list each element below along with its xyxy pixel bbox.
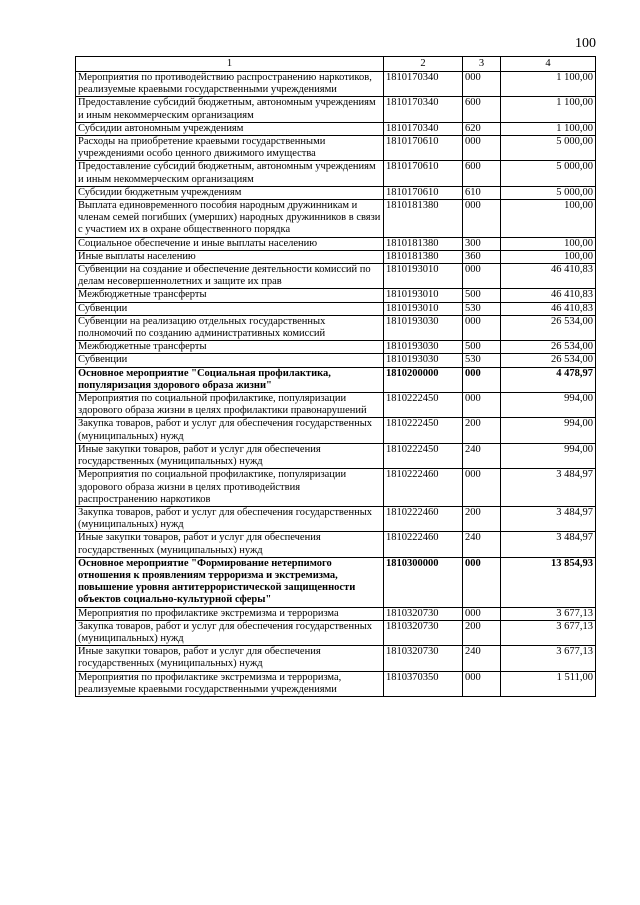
row-code-cell: 1810222460	[384, 506, 463, 531]
row-name-cell: Выплата единовременного пособия народным дружинникам и членам семей погибших (умерших) народных дружинников в связи с участием их в охране общественного порядка	[76, 200, 384, 238]
table-row	[76, 122, 596, 135]
table-row	[76, 315, 596, 340]
row-name-cell: Предоставление субсидий бюджетным, автономным учреждениям и иным некоммерческим организациям	[76, 161, 384, 186]
row-name-cell: Мероприятия по профилактике экстремизма и терроризма	[76, 607, 384, 620]
row-code-cell: 1810370350	[384, 671, 463, 696]
row-amount-cell: 26 534,00	[501, 341, 596, 354]
row-amount-cell: 1 100,00	[501, 72, 596, 97]
row-code-cell: 1810170610	[384, 161, 463, 186]
table-row	[76, 646, 596, 671]
row-amount-cell: 1 511,00	[501, 671, 596, 696]
row-code-cell: 1810300000	[384, 557, 463, 607]
row-amount-cell: 13 854,93	[501, 557, 596, 607]
row-amount-cell: 994,00	[501, 443, 596, 468]
row-amount-cell: 4 478,97	[501, 367, 596, 392]
row-type-cell: 000	[463, 315, 501, 340]
row-code-cell: 1810320730	[384, 607, 463, 620]
row-type-cell: 240	[463, 646, 501, 671]
row-amount-cell: 5 000,00	[501, 161, 596, 186]
column-header-amount: 4	[501, 57, 596, 72]
row-code-cell: 1810193010	[384, 302, 463, 315]
header-row	[76, 57, 596, 72]
row-amount-cell: 3 484,97	[501, 532, 596, 557]
row-type-cell: 600	[463, 161, 501, 186]
row-name-cell: Иные выплаты населению	[76, 250, 384, 263]
row-name-cell: Основное мероприятие "Формирование нетерпимого отношения к проявлениям терроризма и экстремизма, повышение уровня антитеррористической защищенности объектов социально-культурной сферы"	[76, 557, 384, 607]
table-row	[76, 506, 596, 531]
row-amount-cell: 26 534,00	[501, 315, 596, 340]
row-amount-cell: 3 484,97	[501, 506, 596, 531]
row-code-cell: 1810170340	[384, 122, 463, 135]
row-name-cell: Субвенции	[76, 302, 384, 315]
table-row	[76, 607, 596, 620]
row-name-cell: Мероприятия по профилактике экстремизма и терроризма, реализуемые краевыми государственными учреждениями	[76, 671, 384, 696]
row-name-cell: Субсидии бюджетным учреждениям	[76, 186, 384, 199]
row-type-cell: 610	[463, 186, 501, 199]
row-code-cell: 1810222460	[384, 469, 463, 507]
row-amount-cell: 46 410,83	[501, 289, 596, 302]
row-type-cell: 620	[463, 122, 501, 135]
row-code-cell: 1810320730	[384, 620, 463, 645]
row-code-cell: 1810200000	[384, 367, 463, 392]
row-type-cell: 500	[463, 289, 501, 302]
row-type-cell: 300	[463, 237, 501, 250]
row-code-cell: 1810170610	[384, 186, 463, 199]
table-row	[76, 341, 596, 354]
row-code-cell: 1810181380	[384, 237, 463, 250]
row-name-cell: Субсидии автономным учреждениям	[76, 122, 384, 135]
table-row	[76, 200, 596, 238]
row-amount-cell: 1 100,00	[501, 122, 596, 135]
row-name-cell: Мероприятия по социальной профилактике, популяризации здорового образа жизни в целях профилактики правонарушений	[76, 393, 384, 418]
row-name-cell: Иные закупки товаров, работ и услуг для обеспечения государственных (муниципальных) нужд	[76, 532, 384, 557]
table-row	[76, 72, 596, 97]
row-amount-cell: 3 677,13	[501, 646, 596, 671]
table-row	[76, 354, 596, 367]
row-type-cell: 200	[463, 506, 501, 531]
column-header-code: 2	[384, 57, 463, 72]
table-row	[76, 264, 596, 289]
row-name-cell: Основное мероприятие "Социальная профилактика, популяризация здорового образа жизни"	[76, 367, 384, 392]
column-header-type: 3	[463, 57, 501, 72]
row-type-cell: 240	[463, 443, 501, 468]
row-type-cell: 200	[463, 418, 501, 443]
row-amount-cell: 46 410,83	[501, 302, 596, 315]
row-type-cell: 000	[463, 469, 501, 507]
row-code-cell: 1810193010	[384, 289, 463, 302]
row-amount-cell: 5 000,00	[501, 136, 596, 161]
row-code-cell: 1810170340	[384, 72, 463, 97]
table-row	[76, 443, 596, 468]
table-row	[76, 302, 596, 315]
row-code-cell: 1810170610	[384, 136, 463, 161]
table-row	[76, 250, 596, 263]
table-row	[76, 557, 596, 607]
row-type-cell: 000	[463, 393, 501, 418]
row-amount-cell: 5 000,00	[501, 186, 596, 199]
row-name-cell: Иные закупки товаров, работ и услуг для обеспечения государственных (муниципальных) нужд	[76, 646, 384, 671]
row-name-cell: Мероприятия по социальной профилактике, популяризации здорового образа жизни в целях противодействия распространению наркотиков	[76, 469, 384, 507]
row-type-cell: 000	[463, 72, 501, 97]
row-type-cell: 000	[463, 607, 501, 620]
row-name-cell: Расходы на приобретение краевыми государственными учреждениями особо ценного движимого имущества	[76, 136, 384, 161]
row-name-cell: Мероприятия по противодействию распространению наркотиков, реализуемые краевыми государственными учреждениями	[76, 72, 384, 97]
row-name-cell: Предоставление субсидий бюджетным, автономным учреждениям и иным некоммерческим организациям	[76, 97, 384, 122]
row-code-cell: 1810193010	[384, 264, 463, 289]
budget-table	[75, 56, 596, 697]
table-row	[76, 289, 596, 302]
row-code-cell: 1810181380	[384, 250, 463, 263]
row-amount-cell: 1 100,00	[501, 97, 596, 122]
table-row	[76, 469, 596, 507]
row-name-cell: Субвенции	[76, 354, 384, 367]
row-amount-cell: 46 410,83	[501, 264, 596, 289]
row-type-cell: 240	[463, 532, 501, 557]
row-amount-cell: 994,00	[501, 393, 596, 418]
row-type-cell: 000	[463, 136, 501, 161]
row-amount-cell: 100,00	[501, 250, 596, 263]
row-type-cell: 360	[463, 250, 501, 263]
row-type-cell: 600	[463, 97, 501, 122]
row-amount-cell: 100,00	[501, 237, 596, 250]
row-code-cell: 1810193030	[384, 354, 463, 367]
row-type-cell: 500	[463, 341, 501, 354]
table-row	[76, 393, 596, 418]
table-row	[76, 186, 596, 199]
row-code-cell: 1810222450	[384, 443, 463, 468]
table-row	[76, 671, 596, 696]
row-name-cell: Субвенции на реализацию отдельных государственных полномочий по созданию административных комиссий	[76, 315, 384, 340]
page-number: 100	[575, 36, 596, 51]
table-row	[76, 532, 596, 557]
row-amount-cell: 994,00	[501, 418, 596, 443]
table-row	[76, 97, 596, 122]
row-amount-cell: 3 677,13	[501, 607, 596, 620]
row-code-cell: 1810193030	[384, 341, 463, 354]
row-name-cell: Закупка товаров, работ и услуг для обеспечения государственных (муниципальных) нужд	[76, 620, 384, 645]
table-row	[76, 367, 596, 392]
row-code-cell: 1810181380	[384, 200, 463, 238]
row-type-cell: 000	[463, 671, 501, 696]
row-type-cell: 530	[463, 302, 501, 315]
row-type-cell: 000	[463, 367, 501, 392]
table-row	[76, 161, 596, 186]
row-amount-cell: 3 677,13	[501, 620, 596, 645]
table-row	[76, 418, 596, 443]
row-code-cell: 1810320730	[384, 646, 463, 671]
row-name-cell: Закупка товаров, работ и услуг для обеспечения государственных (муниципальных) нужд	[76, 506, 384, 531]
row-type-cell: 000	[463, 264, 501, 289]
row-type-cell: 000	[463, 557, 501, 607]
column-header-name: 1	[76, 57, 384, 72]
row-amount-cell: 100,00	[501, 200, 596, 238]
row-type-cell: 000	[463, 200, 501, 238]
row-name-cell: Межбюджетные трансферты	[76, 289, 384, 302]
row-name-cell: Субвенции на создание и обеспечение деятельности комиссий по делам несовершеннолетних и защите их прав	[76, 264, 384, 289]
row-amount-cell: 3 484,97	[501, 469, 596, 507]
table-row	[76, 237, 596, 250]
row-type-cell: 530	[463, 354, 501, 367]
row-code-cell: 1810222460	[384, 532, 463, 557]
row-name-cell: Социальное обеспечение и иные выплаты населению	[76, 237, 384, 250]
row-type-cell: 200	[463, 620, 501, 645]
row-code-cell: 1810222450	[384, 393, 463, 418]
row-name-cell: Межбюджетные трансферты	[76, 341, 384, 354]
row-amount-cell: 26 534,00	[501, 354, 596, 367]
table-row	[76, 620, 596, 645]
row-code-cell: 1810170340	[384, 97, 463, 122]
table-row	[76, 136, 596, 161]
row-code-cell: 1810222450	[384, 418, 463, 443]
row-name-cell: Иные закупки товаров, работ и услуг для обеспечения государственных (муниципальных) нужд	[76, 443, 384, 468]
row-code-cell: 1810193030	[384, 315, 463, 340]
row-name-cell: Закупка товаров, работ и услуг для обеспечения государственных (муниципальных) нужд	[76, 418, 384, 443]
